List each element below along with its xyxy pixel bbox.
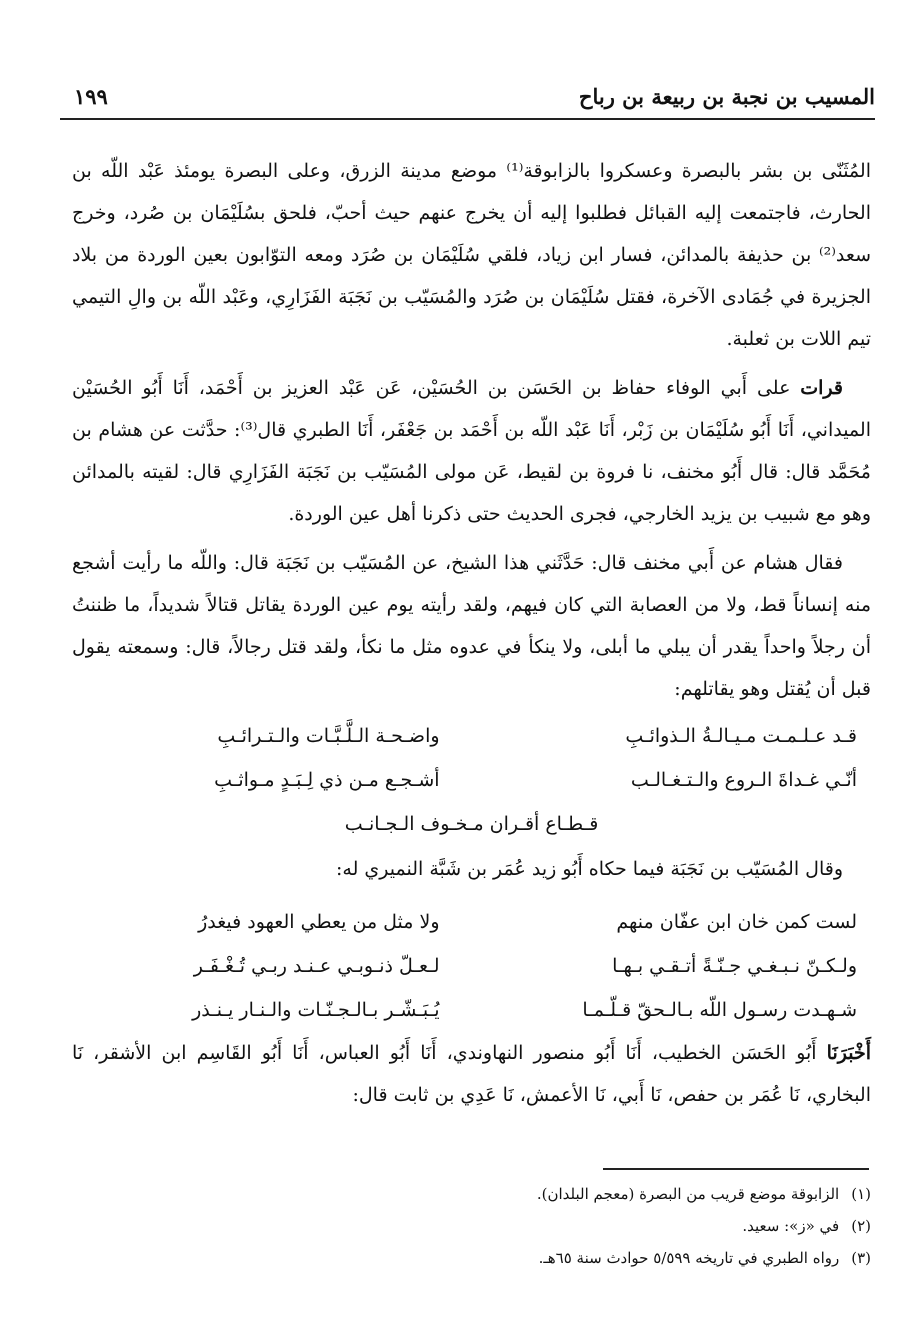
footnote-3 [72,1242,871,1274]
paragraph-5-text: أَبُو الحَسَن الخطيب، أَنَا أَبُو منصور النهاوندي، أَنَا أَبُو العباس، أَنَا أَبُو القَاسِم ابن الأشقر، نَا البخاري، نَا عُمَر بن حفص، نَا أَبي، نَا الأعمش، نَا عَدِي بن ثابت قال: [72,1042,871,1106]
footnote-2 [72,1210,871,1242]
paragraph-2-lead-word: قرات [800,377,843,399]
poem-1-verse-2 [72,758,871,802]
hemistich: لست كمن خان ابن عفّان منهم [616,911,857,933]
poem-2-verse-1 [72,900,871,944]
footnote-1 [72,1178,871,1210]
footnote-text: رواه الطبري في تاريخه ٥/٥٩٩ حوادث سنة ٦٥هـ. [538,1249,840,1267]
footnote-number: (١) [851,1185,871,1203]
footnote-text: الزابوقة موضع قريب من البصرة (معجم البلدان). [536,1185,840,1203]
footnote-separator [603,1168,869,1170]
hemistich: واضـحـة الـلَّـبَّـات والـتـرائـبِ [217,725,440,747]
footnote-number: (٣) [851,1249,871,1267]
hemistich: ولـكـنّ نـبـغـي جـنّـةً أتـقـي بـهـا [612,955,857,977]
paragraph-1: المُثَنّى بن بشر بالبصرة وعسكروا بالزابوقة⁽¹⁾ موضع مدينة الزرق، وعلى البصرة يومئذ عَبْد اللّه بن الحارث، فاجتمعت إليه القبائل فطلبوا إليه أن يخرج عنهم حيث أحبّ، فلحق بسُلَيْمَان بن صُرد، وخرج سعد⁽²⁾ بن حذيفة بالمدائن، فسار ابن زياد، فلقي سُلَيْمَان بن صُرَد ومعه التوّابون بعين الوردة من بلاد الجزيرة في جُمَادى الآخرة، فقتل سُلَيْمَان بن صُرَد والمُسَيّب بن نَجَبَة الفَزَارِي، وعَبْد اللّه بن والِ التيمي تيم اللات بن ثعلبة. [72,160,871,350]
hemistich: قـد عـلـمـت مـيـالـةُ الـذوائـبِ [625,725,857,747]
hemistich: ولا مثل من يعطي العهود فيغدرُ [198,911,440,933]
page-header [60,78,875,120]
hemistich: أنّـي غـداةَ الـروع والـتـغـالـب [630,769,857,791]
paragraph-4: وقال المُسَيّب بن نَجَبَة فيما حكاه أَبُو زيد عُمَر بن شَبَّة النميري له: [336,858,843,880]
poem-2-verse-3 [72,988,871,1032]
poem-2-verse-2 [72,944,871,988]
footnote-text: في «ز»: سعيد. [742,1217,840,1235]
paragraph-2 [72,367,871,535]
poem-1-verse-3 [72,802,871,846]
hemistich: لـعـلّ ذنـوبـي عـنـد ربـي تُـغْـفَـر [193,955,440,977]
paragraph-5 [72,1032,871,1116]
poem-2 [72,900,871,1032]
footnote-number: (٢) [851,1217,871,1235]
page-number: ١٩٩ [74,84,108,109]
footnotes [72,1178,871,1274]
main-text [72,150,871,1116]
paragraph-2-text: على أَبي الوفاء حفاظ بن الحَسَن بن الحُسَيْن، عَن عَبْد العزيز بن أَحْمَد، أَنَا أَبُو الحُسَيْن الميداني، أَنَا أَبُو سُلَيْمَان بن زَبْر، أَنَا عَبْد اللّه بن أَحْمَد بن جَعْفَر، أَنَا الطبري قال⁽³⁾: حدَّثت عن هشام بن مُحَمَّد قال: قال أَبُو مخنف، نا فروة بن لقيط، عَن مولى المُسَيّب بن نَجَبَة الفَزَارِي قال: لقيته بالمدائن وهو مع شبيب بن يزيد الخارجي، فجرى الحديث حتى ذكرنا أهل عين الوردة. [72,377,871,525]
paragraph-5-lead-word: أَخْبَرَنَا [826,1042,871,1064]
hemistich: يُـبَـشّـر بـالـجـنّـات والـنـار يـنـذر [192,999,440,1021]
poem-1 [72,714,871,846]
running-title: المسيب بن نجبة بن ربيعة بن رباح [578,84,875,109]
hemistich: شـهـدت رسـول اللّه بـالـحقّ قـلّـمـا [582,999,857,1021]
poem-1-verse-1 [72,714,871,758]
paragraph-3: فقال هشام عن أَبي مخنف قال: حَدَّثَني هذا الشيخ، عن المُسَيّب بن نَجَبَة قال: واللّه ما رأيت أشجع منه إنساناً قط، ولا من العصابة التي كان فيهم، ولقد رأيته يوم عين الوردة يقاتل قتالاً شديداً، ما ظننتُ أن رجلاً واحداً يقدر أن يبلي ما أبلى، ولا ينكأ في عدوه مثل ما نكأ، ولقد قتل رجالاً، قال: وسمعته يقول قبل أن يُقتل وهو يقاتلهم: [72,552,871,700]
hemistich: قـطـاع أقـران مـخـوف الـجـانـب [344,813,599,835]
hemistich: أشـجـع مـن ذي لِـبَـدٍ مـواثـبِ [214,769,440,791]
